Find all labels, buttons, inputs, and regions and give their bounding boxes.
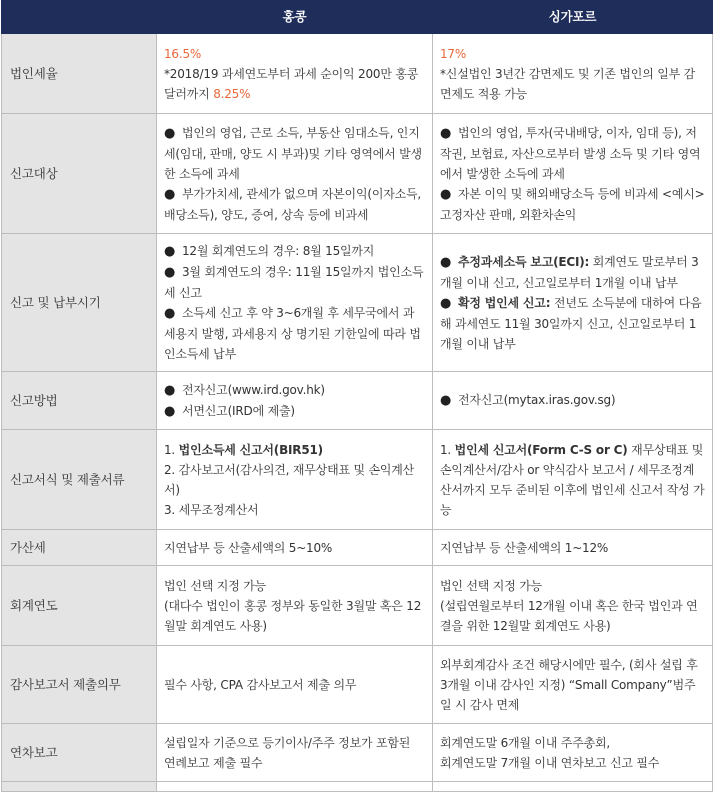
row-label-corporate-tax: 법인세율 bbox=[2, 34, 157, 114]
hk-audit-report: 필수 사항, CPA 감사보고서 제출 의무 bbox=[157, 646, 433, 724]
list-item: ● 부가가치세, 관세가 없으며 자본이익(이자소득, 배당소득), 양도, 증여, 상속 등에 비과세 bbox=[164, 186, 422, 222]
header-hongkong: 홍콩 bbox=[157, 1, 433, 34]
bullet-icon: ● bbox=[164, 244, 176, 259]
hk-filing-timing bbox=[157, 234, 433, 372]
hk-tax-note: *2018/19 과세연도부터 과세 순이익 200만 홍콩 달러까지 bbox=[164, 66, 419, 101]
tax-comparison-table bbox=[1, 0, 713, 792]
hk-tax-reduced-rate: 8.25% bbox=[213, 86, 251, 101]
header-blank bbox=[2, 1, 157, 34]
list-item: ● 소득세 신고 후 약 3~6개월 후 세무국에서 과세용지 발행, 과세용지 상 명기된 기한일에 따라 법인소득세 납부 bbox=[164, 306, 421, 361]
row-label-filing-method: 신고방법 bbox=[2, 372, 157, 430]
table-row bbox=[2, 430, 713, 530]
sg-audit-report: 외부회계감사 조건 해당시에만 필수, (회사 설립 후 3개월 이내 감사인 지정) “Small Company”범주일 시 감사 면제 bbox=[433, 646, 713, 724]
bullet-icon: ● bbox=[440, 254, 452, 270]
row-label-fiscal-year: 회계연도 bbox=[2, 566, 157, 646]
sg-partial bbox=[433, 782, 713, 792]
list-item: ● 전자신고(mytax.iras.gov.sg) bbox=[440, 390, 705, 411]
table-row bbox=[2, 114, 713, 234]
bullet-icon: ● bbox=[164, 306, 176, 321]
hk-tax-rate: 16.5% bbox=[164, 46, 202, 61]
hk-corporate-tax bbox=[157, 34, 433, 114]
hk-annual-report: 설립일자 기준으로 등기이사/주주 정보가 포함된 연례보고 제출 필수 bbox=[157, 724, 433, 782]
row-label-audit-report: 감사보고서 제출의무 bbox=[2, 646, 157, 724]
hk-filing-method bbox=[157, 372, 433, 430]
row-label-filing-scope: 신고대상 bbox=[2, 114, 157, 234]
sg-filing-method bbox=[433, 372, 713, 430]
bullet-icon: ● bbox=[440, 186, 452, 202]
hk-filing-forms bbox=[157, 430, 433, 530]
hk-partial bbox=[157, 782, 433, 792]
list-item: ● 법인의 영업, 근로 소득, 부동산 임대소득, 인지세(임대, 판매, 양도 시 부과)및 기타 영역에서 발생한 소득에 과세 bbox=[164, 125, 422, 181]
row-label-filing-forms: 신고서식 및 제출서류 bbox=[2, 430, 157, 530]
bullet-icon: ● bbox=[164, 403, 176, 419]
list-item: 2. 감사보고서(감사의견, 재무상태표 및 손익계산서) bbox=[164, 462, 415, 497]
sg-filing-timing bbox=[433, 234, 713, 372]
table-row bbox=[2, 724, 713, 782]
bullet-icon: ● bbox=[164, 265, 176, 280]
bullet-icon: ● bbox=[440, 295, 452, 311]
header-singapore: 싱가포르 bbox=[433, 1, 713, 34]
list-item: 3. 세무조정계산서 bbox=[164, 502, 259, 517]
hk-penalty: 지연납부 등 산출세액의 5~10% bbox=[157, 530, 433, 566]
list-item: ● 법인의 영업, 투자(국내배당, 이자, 임대 등), 저작권, 보험료, 자산으로부터 발생 소득 및 기타 영역에서 발생한 소득에 과세 bbox=[440, 125, 701, 181]
list-item: ● 자본 이익 및 해외배당소득 등에 비과세 <예시>고정자산 판매, 외환차손익 bbox=[440, 186, 705, 222]
sg-filing-forms: 1. 법인세 신고서(Form C-S or C) 재무상태표 및 손익계산서/감사 or 약식감사 보고서 / 세무조정계산서까지 모두 준비된 이후에 법인세 신고서 작성 가능 bbox=[433, 430, 713, 530]
hk-filing-scope bbox=[157, 114, 433, 234]
bullet-icon: ● bbox=[440, 393, 452, 408]
table-row bbox=[2, 372, 713, 430]
table-row bbox=[2, 646, 713, 724]
sg-tax-note: *신설법인 3년간 감면제도 및 기존 법인의 일부 감면제도 적용 가능 bbox=[440, 66, 695, 101]
list-item: ● 서면신고(IRD에 제출) bbox=[164, 401, 425, 422]
list-item: ● 확정 법인세 신고: 전년도 소득분에 대하여 다음 해 과세연도 11월 30일까지 신고, 신고일로부터 1개월 이내 납부 bbox=[440, 295, 702, 351]
sg-penalty: 지연납부 등 산출세액의 1~12% bbox=[433, 530, 713, 566]
list-item: ● 12월 회계연도의 경우: 8월 15일까지 bbox=[164, 241, 425, 262]
bullet-icon: ● bbox=[440, 125, 452, 141]
table-row-partial bbox=[2, 782, 713, 792]
row-label-annual-report: 연차보고 bbox=[2, 724, 157, 782]
bullet-icon: ● bbox=[164, 186, 176, 202]
sg-annual-report: 회계연도말 6개월 이내 주주총회, 회계연도말 7개월 이내 연차보고 신고 필수 bbox=[433, 724, 713, 782]
list-item: ● 추정과세소득 보고(ECI): 회계연도 말로부터 3개월 이내 신고, 신고일로부터 1개월 이내 납부 bbox=[440, 254, 699, 290]
bullet-icon: ● bbox=[164, 382, 176, 398]
bullet-icon: ● bbox=[164, 125, 176, 141]
table-row bbox=[2, 34, 713, 114]
row-label-penalty: 가산세 bbox=[2, 530, 157, 566]
sg-tax-rate: 17% bbox=[440, 46, 467, 61]
table-row bbox=[2, 234, 713, 372]
sg-corporate-tax bbox=[433, 34, 713, 114]
list-item: ● 3월 회계연도의 경우: 11월 15일까지 법인소득세 신고 bbox=[164, 265, 424, 300]
table-header-row bbox=[2, 1, 713, 34]
table-row bbox=[2, 566, 713, 646]
row-label-partial bbox=[2, 782, 157, 792]
list-item: 1. 법인소득세 신고서(BIR51) bbox=[164, 442, 323, 457]
sg-filing-scope bbox=[433, 114, 713, 234]
list-item: ● 전자신고(www.ird.gov.hk) bbox=[164, 380, 425, 401]
table-row bbox=[2, 530, 713, 566]
sg-fiscal-year: 법인 선택 지정 가능 (설립연월로부터 12개월 이내 혹은 한국 법인과 연결을 위한 12월말 회계연도 사용) bbox=[433, 566, 713, 646]
row-label-filing-timing: 신고 및 납부시기 bbox=[2, 234, 157, 372]
hk-fiscal-year: 법인 선택 지정 가능 (대다수 법인이 홍콩 정부와 동일한 3월말 혹은 12월말 회계연도 사용) bbox=[157, 566, 433, 646]
